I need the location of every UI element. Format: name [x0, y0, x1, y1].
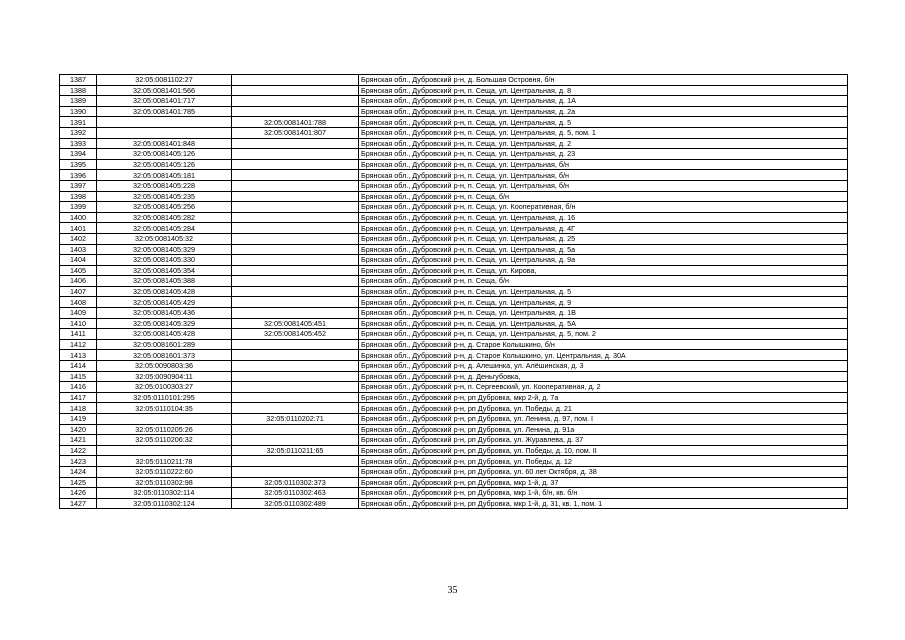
- cadastral-number-cell: 32:05:0081405:329: [97, 244, 232, 255]
- address-cell: Брянская обл., Дубровский р-н, д. Большая Островня, б/н: [359, 75, 848, 86]
- address-cell: Брянская обл., Дубровский р-н, рп Дубровка, ул. Ленина, д. 97, пом. I: [359, 414, 848, 425]
- address-cell: Брянская обл., Дубровский р-н, п. Сеща, ул. Центральная, д. 2а: [359, 106, 848, 117]
- object-cadastral-number-cell: [232, 382, 359, 393]
- row-number-cell: 1415: [60, 371, 97, 382]
- row-number-cell: 1407: [60, 286, 97, 297]
- cadastral-number-cell: 32:05:0081405:330: [97, 255, 232, 266]
- table-row: [60, 318, 848, 329]
- address-cell: Брянская обл., Дубровский р-н, рп Дубровка, ул. Победы, д. 21: [359, 403, 848, 414]
- address-cell: Брянская обл., Дубровский р-н, д. Алешинка, ул. Алёшинская, д. 3: [359, 361, 848, 372]
- cadastral-number-cell: 32:05:0110104:35: [97, 403, 232, 414]
- address-cell: Брянская обл., Дубровский р-н, п. Сеща, б/н: [359, 191, 848, 202]
- address-cell: Брянская обл., Дубровский р-н, п. Сеща, ул. Центральная, б/н: [359, 159, 848, 170]
- address-cell: Брянская обл., Дубровский р-н, п. Сеща, ул. Центральная, д. 5, пом. 1: [359, 127, 848, 138]
- table-row: [60, 297, 848, 308]
- address-cell: Брянская обл., Дубровский р-н, рп Дубровка, ул. Победы, д. 10, пом. II: [359, 445, 848, 456]
- object-cadastral-number-cell: 32:05:0081401:788: [232, 117, 359, 128]
- row-number-cell: 1390: [60, 106, 97, 117]
- page-number: 35: [447, 585, 458, 596]
- address-cell: Брянская обл., Дубровский р-н, рп Дубровка, мкр 1-й, б/н, кв. б/н: [359, 488, 848, 499]
- row-number-cell: 1394: [60, 149, 97, 160]
- cadastral-number-cell: 32:05:0110101:295: [97, 392, 232, 403]
- address-cell: Брянская обл., Дубровский р-н, п. Сеща, ул. Центральная, д. 5: [359, 286, 848, 297]
- table-row: [60, 445, 848, 456]
- address-cell: Брянская обл., Дубровский р-н, рп Дубровка, мкр 1-й, д. 37: [359, 477, 848, 488]
- table-row: [60, 392, 848, 403]
- cadastral-number-cell: 32:05:0090803:36: [97, 361, 232, 372]
- address-cell: Брянская обл., Дубровский р-н, п. Сеща, ул. Центральная, д. 8: [359, 85, 848, 96]
- object-cadastral-number-cell: [232, 350, 359, 361]
- address-cell: Брянская обл., Дубровский р-н, п. Сеща, ул. Центральная, д. 5А: [359, 318, 848, 329]
- object-cadastral-number-cell: [232, 276, 359, 287]
- row-number-cell: 1392: [60, 127, 97, 138]
- cadastral-number-cell: 32:05:0110211:78: [97, 456, 232, 467]
- cadastral-number-cell: 32:05:0110302:114: [97, 488, 232, 499]
- object-cadastral-number-cell: [232, 435, 359, 446]
- row-number-cell: 1416: [60, 382, 97, 393]
- address-cell: Брянская обл., Дубровский р-н, п. Сеща, ул. Центральная, б/н: [359, 170, 848, 181]
- table-row: [60, 276, 848, 287]
- address-cell: Брянская обл., Дубровский р-н, п. Сеща, ул. Кооперативная, б/н: [359, 202, 848, 213]
- row-number-cell: 1413: [60, 350, 97, 361]
- row-number-cell: 1393: [60, 138, 97, 149]
- cadastral-number-cell: 32:05:0081401:848: [97, 138, 232, 149]
- table-row: [60, 223, 848, 234]
- row-number-cell: 1406: [60, 276, 97, 287]
- row-number-cell: 1424: [60, 466, 97, 477]
- cadastral-number-cell: 32:05:0081102:27: [97, 75, 232, 86]
- cadastral-number-cell: 32:05:0081405:126: [97, 149, 232, 160]
- cadastral-number-cell: 32:05:0081405:32: [97, 233, 232, 244]
- cadastral-number-cell: 32:05:0081401:566: [97, 85, 232, 96]
- address-cell: Брянская обл., Дубровский р-н, п. Сеща, ул. Центральная, д. 4Г: [359, 223, 848, 234]
- object-cadastral-number-cell: [232, 106, 359, 117]
- object-cadastral-number-cell: [232, 149, 359, 160]
- object-cadastral-number-cell: [232, 96, 359, 107]
- object-cadastral-number-cell: [232, 339, 359, 350]
- table-row: [60, 424, 848, 435]
- table-row: [60, 308, 848, 319]
- row-number-cell: 1412: [60, 339, 97, 350]
- table-row: [60, 435, 848, 446]
- object-cadastral-number-cell: [232, 456, 359, 467]
- table-row: [60, 170, 848, 181]
- object-cadastral-number-cell: [232, 202, 359, 213]
- object-cadastral-number-cell: [232, 85, 359, 96]
- address-cell: Брянская обл., Дубровский р-н, п. Сеща, ул. Центральная, д. 2: [359, 138, 848, 149]
- table-row: [60, 265, 848, 276]
- address-cell: Брянская обл., Дубровский р-н, д. Деньгубовка,: [359, 371, 848, 382]
- cadastral-number-cell: 32:05:0081405:428: [97, 329, 232, 340]
- row-number-cell: 1409: [60, 308, 97, 319]
- row-number-cell: 1410: [60, 318, 97, 329]
- row-number-cell: 1414: [60, 361, 97, 372]
- row-number-cell: 1419: [60, 414, 97, 425]
- address-cell: Брянская обл., Дубровский р-н, п. Сеща, ул. Центральная, д. 16: [359, 212, 848, 223]
- object-cadastral-number-cell: [232, 75, 359, 86]
- cadastral-number-cell: [97, 445, 232, 456]
- row-number-cell: 1389: [60, 96, 97, 107]
- object-cadastral-number-cell: [232, 180, 359, 191]
- row-number-cell: 1387: [60, 75, 97, 86]
- object-cadastral-number-cell: [232, 244, 359, 255]
- object-cadastral-number-cell: [232, 170, 359, 181]
- table-row: [60, 149, 848, 160]
- table-row: [60, 498, 848, 509]
- object-cadastral-number-cell: [232, 286, 359, 297]
- address-cell: Брянская обл., Дубровский р-н, п. Сеща, ул. Центральная, д. 9: [359, 297, 848, 308]
- cadastral-number-cell: 32:05:0110302:98: [97, 477, 232, 488]
- cadastral-number-cell: 32:05:0081405:428: [97, 286, 232, 297]
- row-number-cell: 1397: [60, 180, 97, 191]
- cadastral-number-cell: 32:05:0110222:60: [97, 466, 232, 477]
- address-cell: Брянская обл., Дубровский р-н, п. Сеща, ул. Центральная, д. 1А: [359, 96, 848, 107]
- object-cadastral-number-cell: [232, 308, 359, 319]
- object-cadastral-number-cell: [232, 403, 359, 414]
- object-cadastral-number-cell: 32:05:0110302:373: [232, 477, 359, 488]
- table-row: [60, 191, 848, 202]
- object-cadastral-number-cell: 32:05:0081405:451: [232, 318, 359, 329]
- row-number-cell: 1403: [60, 244, 97, 255]
- object-cadastral-number-cell: [232, 255, 359, 266]
- address-cell: Брянская обл., Дубровский р-н, д. Старое Колышкино, ул. Центральная, д. 30А: [359, 350, 848, 361]
- table-row: [60, 85, 848, 96]
- table-row: [60, 117, 848, 128]
- row-number-cell: 1396: [60, 170, 97, 181]
- cadastral-number-cell: 32:05:0081601:373: [97, 350, 232, 361]
- cadastral-number-cell: 32:05:0110205:26: [97, 424, 232, 435]
- table-row: [60, 75, 848, 86]
- cadastral-number-cell: 32:05:0081405:181: [97, 170, 232, 181]
- cadastral-number-cell: 32:05:0081405:329: [97, 318, 232, 329]
- object-cadastral-number-cell: [232, 297, 359, 308]
- cadastral-number-cell: 32:05:0081405:436: [97, 308, 232, 319]
- row-number-cell: 1427: [60, 498, 97, 509]
- table-row: [60, 456, 848, 467]
- cadastral-number-cell: 32:05:0110206:32: [97, 435, 232, 446]
- row-number-cell: 1388: [60, 85, 97, 96]
- cadastral-number-cell: 32:05:0081405:228: [97, 180, 232, 191]
- address-cell: Брянская обл., Дубровский р-н, рп Дубровка, ул. 60 лет Октября, д. 38: [359, 466, 848, 477]
- object-cadastral-number-cell: 32:05:0110302:463: [232, 488, 359, 499]
- object-cadastral-number-cell: 32:05:0110211:65: [232, 445, 359, 456]
- row-number-cell: 1395: [60, 159, 97, 170]
- address-cell: Брянская обл., Дубровский р-н, п. Сеща, ул. Кирова,: [359, 265, 848, 276]
- object-cadastral-number-cell: 32:05:0081401:807: [232, 127, 359, 138]
- table-row: [60, 138, 848, 149]
- address-cell: Брянская обл., Дубровский р-н, рп Дубровка, мкр 2-й, д. 7а: [359, 392, 848, 403]
- table-row: [60, 233, 848, 244]
- row-number-cell: 1401: [60, 223, 97, 234]
- table-row: [60, 127, 848, 138]
- object-cadastral-number-cell: [232, 138, 359, 149]
- address-cell: Брянская обл., Дубровский р-н, п. Сеща, б/н: [359, 276, 848, 287]
- cadastral-number-cell: [97, 127, 232, 138]
- row-number-cell: 1399: [60, 202, 97, 213]
- table-row: [60, 371, 848, 382]
- table-row: [60, 96, 848, 107]
- row-number-cell: 1418: [60, 403, 97, 414]
- row-number-cell: 1402: [60, 233, 97, 244]
- row-number-cell: 1408: [60, 297, 97, 308]
- object-cadastral-number-cell: [232, 223, 359, 234]
- row-number-cell: 1423: [60, 456, 97, 467]
- row-number-cell: 1417: [60, 392, 97, 403]
- table-row: [60, 159, 848, 170]
- address-cell: Брянская обл., Дубровский р-н, рп Дубровка, мкр 1-й, д. 31, кв. 1, пом. 1: [359, 498, 848, 509]
- address-cell: Брянская обл., Дубровский р-н, п. Сеща, ул. Центральная, д. 5, пом. 2: [359, 329, 848, 340]
- table-row: [60, 414, 848, 425]
- table-row: [60, 286, 848, 297]
- cadastral-number-cell: [97, 414, 232, 425]
- object-cadastral-number-cell: [232, 466, 359, 477]
- row-number-cell: 1398: [60, 191, 97, 202]
- cadastral-number-cell: 32:05:0081405:284: [97, 223, 232, 234]
- object-cadastral-number-cell: [232, 424, 359, 435]
- table-row: [60, 244, 848, 255]
- cadastral-number-cell: 32:05:0081405:354: [97, 265, 232, 276]
- cadastral-number-cell: 32:05:0081405:235: [97, 191, 232, 202]
- cadastral-number-cell: 32:05:0081601:289: [97, 339, 232, 350]
- cadastral-number-cell: 32:05:0081405:282: [97, 212, 232, 223]
- cadastral-number-cell: 32:05:0090904:11: [97, 371, 232, 382]
- address-cell: Брянская обл., Дубровский р-н, п. Сеща, ул. Центральная, д. 23: [359, 149, 848, 160]
- row-number-cell: 1400: [60, 212, 97, 223]
- object-cadastral-number-cell: [232, 191, 359, 202]
- object-cadastral-number-cell: 32:05:0110202:71: [232, 414, 359, 425]
- object-cadastral-number-cell: [232, 371, 359, 382]
- table-row: [60, 339, 848, 350]
- row-number-cell: 1420: [60, 424, 97, 435]
- object-cadastral-number-cell: [232, 265, 359, 276]
- property-table: [59, 74, 848, 509]
- address-cell: Брянская обл., Дубровский р-н, п. Сеща, ул. Центральная, б/н: [359, 180, 848, 191]
- row-number-cell: 1404: [60, 255, 97, 266]
- table-row: [60, 180, 848, 191]
- row-number-cell: 1411: [60, 329, 97, 340]
- object-cadastral-number-cell: [232, 392, 359, 403]
- table-row: [60, 382, 848, 393]
- object-cadastral-number-cell: [232, 212, 359, 223]
- row-number-cell: 1425: [60, 477, 97, 488]
- table-row: [60, 361, 848, 372]
- address-cell: Брянская обл., Дубровский р-н, п. Сергеевский, ул. Кооперативная, д. 2: [359, 382, 848, 393]
- address-cell: Брянская обл., Дубровский р-н, рп Дубровка, ул. Журавлева, д. 37: [359, 435, 848, 446]
- table-row: [60, 212, 848, 223]
- cadastral-number-cell: 32:05:0110302:124: [97, 498, 232, 509]
- object-cadastral-number-cell: 32:05:0081405:452: [232, 329, 359, 340]
- object-cadastral-number-cell: 32:05:0110302:489: [232, 498, 359, 509]
- cadastral-number-cell: 32:05:0081405:126: [97, 159, 232, 170]
- cadastral-number-cell: 32:05:0081405:256: [97, 202, 232, 213]
- address-cell: Брянская обл., Дубровский р-н, п. Сеща, ул. Центральная, д. 9а: [359, 255, 848, 266]
- table-row: [60, 403, 848, 414]
- table-row: [60, 329, 848, 340]
- row-number-cell: 1426: [60, 488, 97, 499]
- object-cadastral-number-cell: [232, 233, 359, 244]
- cadastral-number-cell: 32:05:0081405:388: [97, 276, 232, 287]
- cadastral-number-cell: 32:05:0081401:785: [97, 106, 232, 117]
- address-cell: Брянская обл., Дубровский р-н, рп Дубровка, ул. Победы, д. 12: [359, 456, 848, 467]
- table-row: [60, 106, 848, 117]
- table-row: [60, 477, 848, 488]
- row-number-cell: 1422: [60, 445, 97, 456]
- row-number-cell: 1421: [60, 435, 97, 446]
- address-cell: Брянская обл., Дубровский р-н, п. Сеща, ул. Центральная, д. 1В: [359, 308, 848, 319]
- cadastral-number-cell: 32:05:0081401:717: [97, 96, 232, 107]
- property-table-body: [60, 75, 848, 509]
- cadastral-number-cell: 32:05:0081405:429: [97, 297, 232, 308]
- address-cell: Брянская обл., Дубровский р-н, д. Старое Колышкино, б/н: [359, 339, 848, 350]
- cadastral-number-cell: 32:05:0100303:27: [97, 382, 232, 393]
- address-cell: Брянская обл., Дубровский р-н, п. Сеща, ул. Центральная, д. 5: [359, 117, 848, 128]
- table-row: [60, 202, 848, 213]
- cadastral-number-cell: [97, 117, 232, 128]
- row-number-cell: 1391: [60, 117, 97, 128]
- address-cell: Брянская обл., Дубровский р-н, п. Сеща, ул. Центральная, д. 5а: [359, 244, 848, 255]
- table-row: [60, 350, 848, 361]
- object-cadastral-number-cell: [232, 361, 359, 372]
- table-row: [60, 488, 848, 499]
- address-cell: Брянская обл., Дубровский р-н, п. Сеща, ул. Центральная, д. 25: [359, 233, 848, 244]
- row-number-cell: 1405: [60, 265, 97, 276]
- table-row: [60, 255, 848, 266]
- address-cell: Брянская обл., Дубровский р-н, рп Дубровка, ул. Ленина, д. 91а: [359, 424, 848, 435]
- table-row: [60, 466, 848, 477]
- object-cadastral-number-cell: [232, 159, 359, 170]
